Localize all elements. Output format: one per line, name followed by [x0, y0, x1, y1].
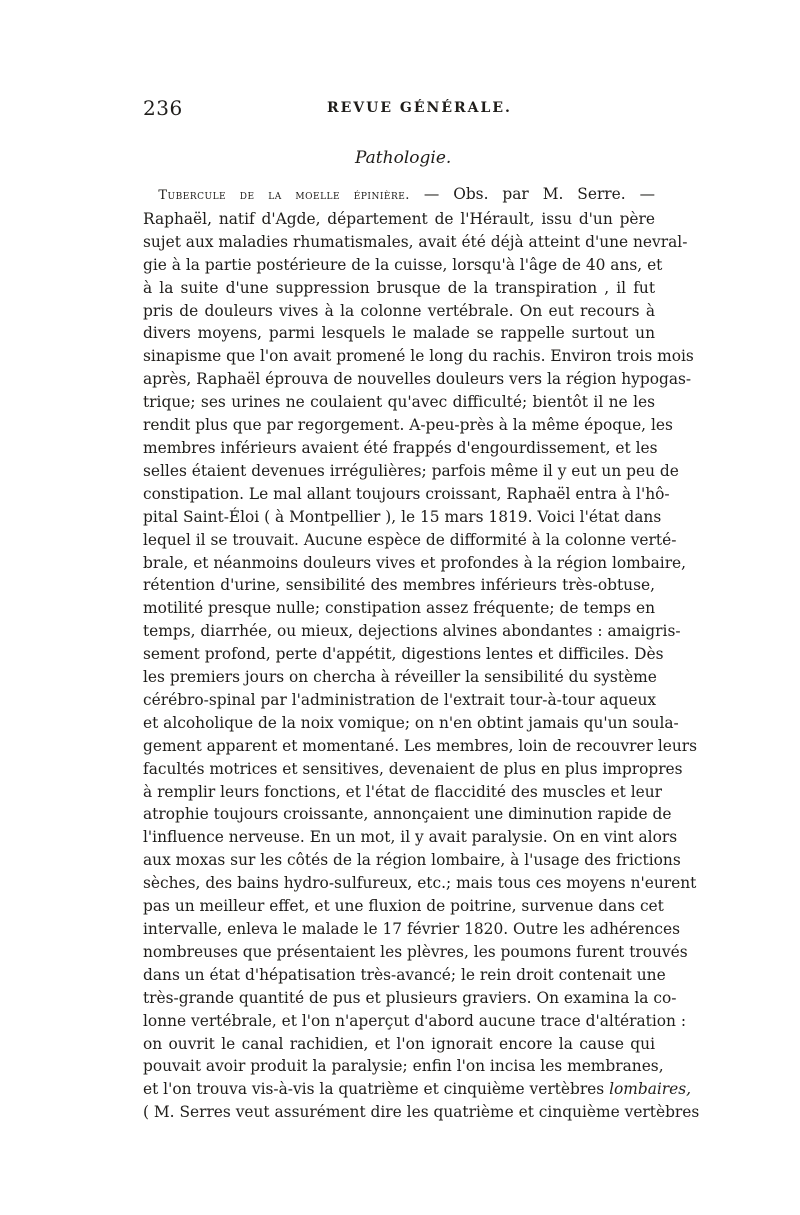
- article-line: sement profond, perte d'appétit, digestions lentes et difficiles. Dès: [143, 645, 664, 664]
- article-line: pouvait avoir produit la paralysie; enfin l'on incisa les membranes,: [143, 1057, 664, 1076]
- article-line: facultés motrices et sensitives, devenaient de plus en plus impropres: [143, 759, 683, 778]
- article-line: rendit plus que par regorgement. A-peu-près à la même époque, les: [143, 416, 673, 435]
- article-line: membres inférieurs avaient été frappés d'engourdissement, et les: [143, 438, 658, 457]
- article-line: ( M. Serres veut assurément dire les quatrième et cinquième vertèbres: [143, 1103, 700, 1122]
- article-line: atrophie toujours croissante, annonçaient une diminution rapide de: [143, 805, 672, 824]
- running-title: REVUE GÉNÉRALE.: [327, 100, 512, 116]
- article-line: très-grande quantité de pus et plusieurs graviers. On examina la co-: [143, 988, 677, 1007]
- article-line: cérébro-spinal par l'administration de l'extrait tour-à-tour aqueux: [143, 690, 657, 709]
- article-line: et alcoholique de la noix vomique; on n'en obtint jamais qu'un soula-: [143, 713, 679, 732]
- article-line: gement apparent et momentané. Les membres, loin de recouvrer leurs: [143, 736, 698, 755]
- article-line: pas un meilleur effet, et une fluxion de poitrine, survenue dans cet: [143, 897, 664, 916]
- article-line: après, Raphaël éprouva de nouvelles douleurs vers la région hypogas-: [143, 370, 692, 389]
- article-line: lequel il se trouvait. Aucune espèce de difformité à la colonne verté-: [143, 530, 677, 549]
- article-line: intervalle, enleva le malade le 17 février 1820. Outre les adhérences: [143, 920, 680, 938]
- article-line: Raphaël, natif d'Agde, département de l'Hérault, issu d'un père: [143, 209, 655, 228]
- article-line: lonne vertébrale, et l'on n'aperçut d'abord aucune trace d'altération :: [143, 1011, 687, 1030]
- page-header: [143, 96, 653, 120]
- article-line: sinapisme que l'on avait promené le long du rachis. Environ trois mois: [143, 347, 694, 366]
- article-line: pris de douleurs vives à la colonne vertébrale. On eut recours à: [143, 301, 655, 320]
- article-attribution: — Obs. par M. Serre. —: [409, 185, 655, 203]
- article-line: trique; ses urines ne coulaient qu'avec difficulté; bientôt il ne les: [143, 393, 655, 412]
- article-line: à la suite d'une suppression brusque de la transpiration , il fut: [143, 278, 655, 297]
- article-lead-line: [143, 183, 655, 208]
- article-line: à remplir leurs fonctions, et l'état de flaccidité des muscles et leur: [143, 782, 663, 801]
- article-lines: [143, 208, 698, 1078]
- article-line: les premiers jours on chercha à réveiller la sensibilité du système: [143, 668, 657, 687]
- page-number: 236: [143, 96, 183, 120]
- article-line: brale, et néanmoins douleurs vives et profondes à la région lombaire,: [143, 553, 687, 572]
- article-line: on ouvrit le canal rachidien, et l'on ignorait encore la cause qui: [143, 1034, 655, 1053]
- section-title: Pathologie.: [355, 148, 452, 168]
- article-line: aux moxas sur les côtés de la région lombaire, à l'usage des frictions: [143, 851, 681, 870]
- article-line: motilité presque nulle; constipation assez fréquente; de temps en: [143, 599, 655, 618]
- article-line: [143, 1078, 692, 1101]
- article-line: nombreuses que présentaient les plèvres, les poumons furent trouvés: [143, 942, 688, 961]
- article-line: gie à la partie postérieure de la cuisse, lorsqu'à l'âge de 40 ans, et: [143, 255, 663, 274]
- article-line: divers moyens, parmi lesquels le malade se rappelle surtout un: [143, 324, 655, 343]
- article-line: sujet aux maladies rhumatismales, avait été déjà atteint d'une nevral-: [143, 232, 688, 251]
- article-line: pital Saint-Éloi ( à Montpellier ), le 15 mars 1819. Voici l'état dans: [143, 507, 662, 526]
- article-line-text: et l'on trouva vis-à-vis la quatrième et cinquième vertèbres: [143, 1080, 610, 1099]
- article-line: temps, diarrhée, ou mieux, dejections alvines abondantes : amaigris-: [143, 622, 681, 641]
- article-body: [143, 183, 700, 1124]
- article-line: l'influence nerveuse. En un mot, il y avait paralysie. On en vint alors: [143, 828, 678, 847]
- article-line: constipation. Le mal allant toujours croissant, Raphaël entra à l'hô-: [143, 484, 670, 503]
- article-line: dans un état d'hépatisation très-avancé; le rein droit contenait une: [143, 965, 666, 984]
- article-line-italic: lombaires,: [609, 1080, 692, 1099]
- article-line: rétention d'urine, sensibilité des membres inférieurs très-obtuse,: [143, 576, 655, 595]
- article-line: sèches, des bains hydro-sulfureux, etc.; mais tous ces moyens n'eurent: [143, 874, 697, 893]
- article-heading: Tubercule de la moelle épinière.: [158, 188, 410, 203]
- article-line: selles étaient devenues irrégulières; parfois même il y eut un peu de: [143, 461, 679, 480]
